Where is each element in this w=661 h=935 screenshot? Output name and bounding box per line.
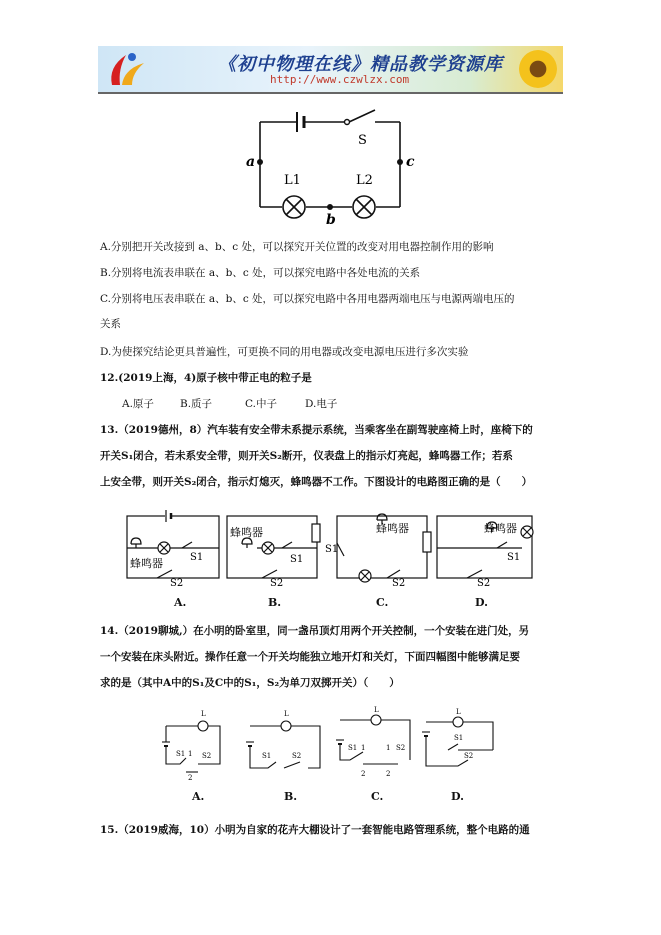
top-circuit-diagram xyxy=(240,100,420,230)
q13-caption-b: B. xyxy=(268,596,282,609)
option-d: D.为使探究结论更具普遍性，可更换不同的用电器或改变电源电压进行多次实验 xyxy=(100,346,469,358)
option-b: B.分别将电流表串联在 a、b、c 处，可以探究电路中各处电流的关系 xyxy=(100,267,421,279)
lamp-l2-label: L2 xyxy=(356,173,373,188)
q14-b-lamp-label: L xyxy=(284,710,289,718)
q13-d-s2-label: S2 xyxy=(477,578,491,589)
q13-b-s2-label: S2 xyxy=(270,578,284,589)
q14-c-n1b: 1 xyxy=(386,744,391,752)
q14-c-n2a: 2 xyxy=(361,770,366,778)
q14-circuit-diagrams xyxy=(158,706,503,788)
q14-a-n1: 1 xyxy=(188,750,193,758)
q13-c-buzzer-label: 蜂鸣器 xyxy=(376,522,409,535)
q13-d-s1-label: S1 xyxy=(507,552,521,563)
q14-line-2: 一个安装在床头附近。操作任意一个开关均能独立地开灯和关灯，下面四幅图中能够满足要 xyxy=(100,651,520,663)
q12-option-b: B.质子 xyxy=(180,398,213,410)
node-a-label: a xyxy=(246,154,256,170)
q13-line-2: 开关S₁闭合，若未系安全带，则开关S₂断开，仪表盘上的指示灯亮起，蜂鸣器工作；若系 xyxy=(100,450,513,462)
q14-c-s2-label: S2 xyxy=(396,744,406,752)
q14-a-n2: 2 xyxy=(188,774,193,782)
header-url: http://www.czwlzx.com xyxy=(270,73,410,86)
option-c: C.分别将电压表串联在 a、b、c 处，可以探究电路中各用电器两端电压与电源两端电压的 xyxy=(100,293,515,305)
node-b-label: b xyxy=(326,212,336,228)
q14-a-s1-label: S1 xyxy=(176,750,186,758)
q14-caption-b: B. xyxy=(284,790,298,803)
q14-caption-c: C. xyxy=(371,790,384,803)
q12-option-c: C.中子 xyxy=(245,398,277,410)
q12-option-a: A.原子 xyxy=(122,398,154,410)
q13-b-buzzer-label: 蜂鸣器 xyxy=(230,526,263,539)
q13-a-buzzer-label: 蜂鸣器 xyxy=(130,557,163,570)
q14-caption-a: A. xyxy=(192,790,205,803)
option-a: A.分别把开关改接到 a、b、c 处，可以探究开关位置的改变对用电器控制作用的影响 xyxy=(100,241,494,253)
q13-caption-d: D. xyxy=(475,596,488,609)
q13-d-buzzer-label: 蜂鸣器 xyxy=(484,522,517,535)
q13-c-s1-label: S1 xyxy=(325,544,339,555)
sunflower-icon xyxy=(519,50,557,88)
q13-caption-c: C. xyxy=(376,596,389,609)
header-title: 《初中物理在线》精品教学资源库 xyxy=(218,54,503,75)
q14-d-s1-label: S1 xyxy=(454,734,464,742)
q13-circuit-diagrams xyxy=(122,508,542,592)
q13-a-s2-label: S2 xyxy=(170,578,184,589)
q14-caption-d: D. xyxy=(451,790,464,803)
q12-stem: 12.(2019上海，4)原子核中带正电的粒子是 xyxy=(100,372,312,384)
q12-option-d: D.电子 xyxy=(305,398,338,410)
switch-s-label: S xyxy=(358,133,367,148)
q13-a-s1-label: S1 xyxy=(190,552,204,563)
q14-c-n2b: 2 xyxy=(386,770,391,778)
q14-d-lamp-label: L xyxy=(456,708,461,716)
q13-caption-a: A. xyxy=(174,596,187,609)
logo-icon xyxy=(104,49,150,89)
option-c-cont: 关系 xyxy=(100,318,121,330)
q14-c-lamp-label: L xyxy=(374,706,379,714)
q13-line-1: 13.（2019德州，8）汽车装有安全带未系提示系统，当乘客坐在副驾驶座椅上时，座椅下的 xyxy=(100,424,533,436)
q13-b-s1-label: S1 xyxy=(290,554,304,565)
q14-line-1: 14.（2019聊城,）在小明的卧室里，同一盏吊顶灯用两个开关控制，一个安装在进门处，另 xyxy=(100,625,530,637)
q14-b-s1-label: S1 xyxy=(262,752,272,760)
q13-line-3: 上安全带，则开关S₂闭合，指示灯熄灭，蜂鸣器不工作。下图设计的电路图正确的是（ ） xyxy=(100,476,533,488)
q14-line-3: 求的是（其中A中的S₁及C中的S₁，S₂为单刀双掷开关）（ ） xyxy=(100,677,400,689)
q14-c-s1-label: S1 xyxy=(348,744,358,752)
lamp-l1-label: L1 xyxy=(284,173,301,188)
q14-c-n1a: 1 xyxy=(361,744,366,752)
q14-a-lamp-label: L xyxy=(201,710,206,718)
q15-line-1: 15.（2019威海，10）小明为自家的花卉大棚设计了一套智能电路管理系统，整个电路的通 xyxy=(100,824,530,836)
q14-b-s2-label: S2 xyxy=(292,752,302,760)
header-banner xyxy=(98,46,563,94)
q14-a-s2-label: S2 xyxy=(202,752,212,760)
q13-c-s2-label: S2 xyxy=(392,578,406,589)
q14-d-s2-label: S2 xyxy=(464,752,474,760)
node-c-label: c xyxy=(406,154,415,170)
